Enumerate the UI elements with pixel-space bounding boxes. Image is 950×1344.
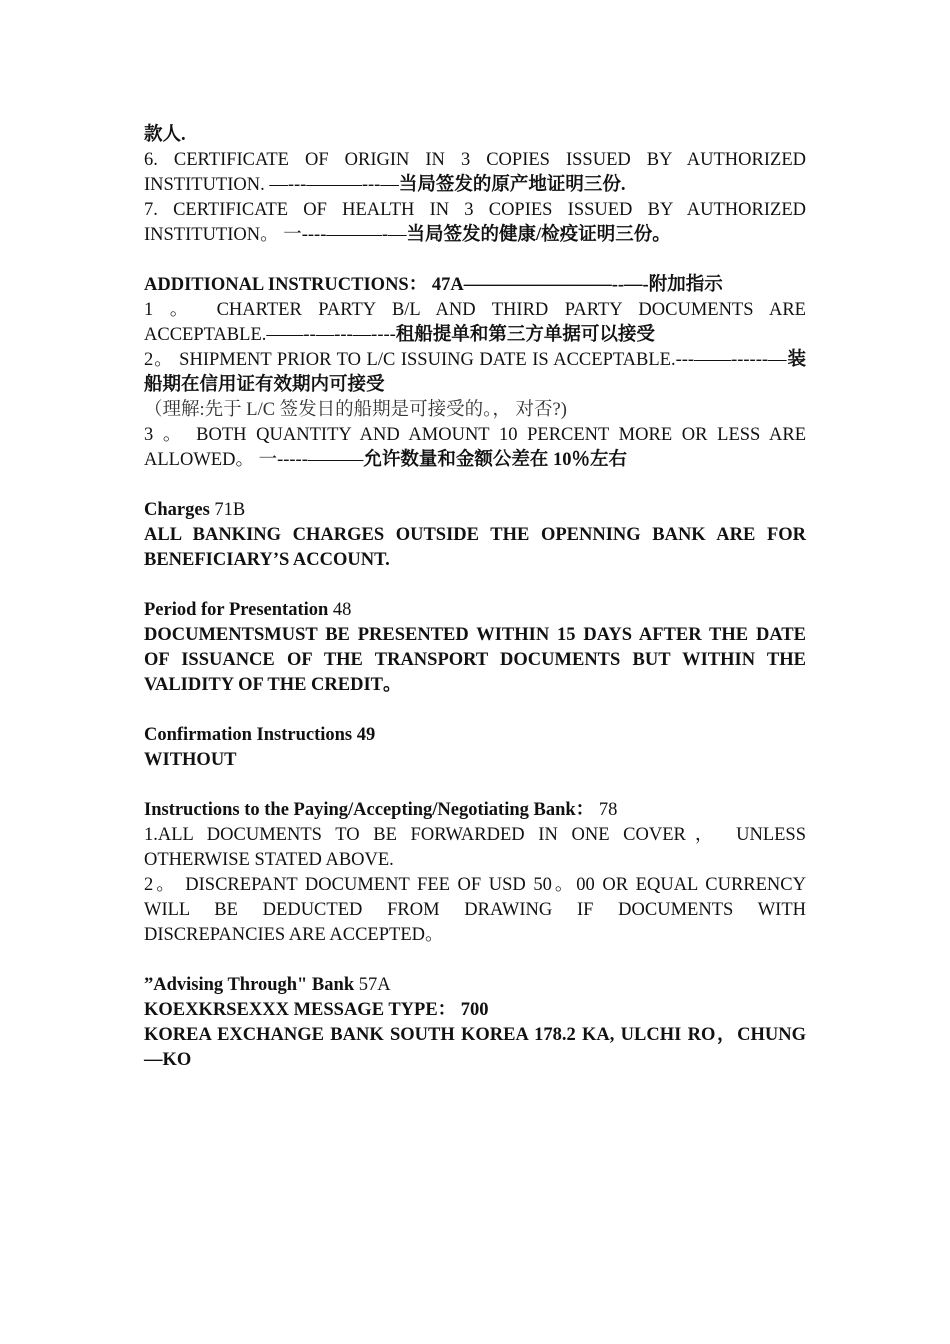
doc-item-6 [144, 148, 806, 198]
additional-item-2 [144, 348, 806, 398]
advising-heading [144, 973, 806, 998]
spacer [144, 573, 806, 598]
confirmation-heading: Confirmation Instructions 49 [144, 725, 376, 745]
presentation-label: Period for Presentation [144, 600, 329, 620]
additional-item-1-zh: 租船提单和第三方单据可以接受 [395, 325, 655, 345]
additional-note: （理解:先于 L/C 签发日的船期是可接受的。， 对否?) [144, 400, 567, 420]
paying-bank-item-1: 1.ALL DOCUMENTS TO BE FORWARDED IN ONE COVER， UNLESS OTHERWISE STATED ABOVE. [144, 825, 806, 870]
doc-item-7-zh: 当局签发的健康/检疫证明三份。 [406, 225, 671, 245]
additional-item-3-en: 3 。 BOTH QUANTITY AND AMOUNT 10 PERCENT MORE OR LESS ARE ALLOWED。 一-----——— [144, 425, 806, 470]
doc-item-6-zh: 当局签发的原产地证明三份. [398, 175, 626, 195]
intro-tail: 款人. [144, 125, 186, 145]
spacer [144, 698, 806, 723]
advising-line-2: KOREA EXCHANGE BANK SOUTH KOREA 178.2 KA, ULCHI RO，CHUNG—KO [144, 1025, 806, 1070]
confirmation-text: WITHOUT [144, 750, 237, 770]
presentation-text: DOCUMENTSMUST BE PRESENTED WITHIN 15 DAYS AFTER THE DATE OF ISSUANCE OF THE TRANSPORT DOCUMENTS BUT WITHIN THE VALIDITY OF THE CREDIT。 [144, 625, 806, 695]
presentation-code: 48 [328, 600, 352, 620]
charges-text: ALL BANKING CHARGES OUTSIDE THE OPENNING BANK ARE FOR BENEFICIARY’S ACCOUNT. [144, 525, 806, 570]
document-page [144, 123, 806, 1073]
paying-bank-heading [144, 798, 806, 823]
additional-item-1-en: 1 。 CHARTER PARTY B/L AND THIRD PARTY DOCUMENTS ARE ACCEPTABLE.——--—---—---- [144, 300, 806, 345]
advising-code: 57A [354, 975, 391, 995]
charges-heading [144, 498, 806, 523]
spacer [144, 948, 806, 973]
additional-heading [144, 273, 806, 298]
additional-heading-en: ADDITIONAL INSTRUCTIONS： 47A————————--—- [144, 275, 649, 295]
presentation-heading [144, 598, 806, 623]
doc-item-7-en: 7. CERTIFICATE OF HEALTH IN 3 COPIES ISSUED BY AUTHORIZED INSTITUTION。 一----———-— [144, 200, 806, 245]
spacer [144, 248, 806, 273]
additional-heading-zh: 附加指示 [648, 275, 723, 295]
paying-bank-code: 78 [594, 800, 618, 820]
paying-bank-item-2: 2。 DISCREPANT DOCUMENT FEE OF USD 50。00 OR EQUAL CURRENCY WILL BE DEDUCTED FROM DRAWING IF DOCUMENTS WITH DISCREPANCIES ARE ACCEPTED。 [144, 875, 806, 945]
doc-item-7 [144, 198, 806, 248]
paying-bank-label: Instructions to the Paying/Accepting/Negotiating Bank： [144, 800, 595, 820]
additional-item-2-zh: 装船期在信用证有效期内可接受 [144, 350, 806, 395]
spacer [144, 773, 806, 798]
advising-label: ”Advising Through" Bank [144, 975, 355, 995]
additional-item-2-en: 2。 SHIPMENT PRIOR TO L/C ISSUING DATE IS ACCEPTABLE.---——------— [144, 350, 787, 370]
advising-line-1: KOEXKRSEXXX MESSAGE TYPE： 700 [144, 1000, 489, 1020]
additional-item-1 [144, 298, 806, 348]
spacer [144, 473, 806, 498]
charges-label: Charges [144, 500, 210, 520]
additional-item-3 [144, 423, 806, 473]
doc-item-6-en: 6. CERTIFICATE OF ORIGIN IN 3 COPIES ISSUED BY AUTHORIZED INSTITUTION. —---———---— [144, 150, 806, 195]
charges-code: 71B [209, 500, 246, 520]
additional-item-3-zh: 允许数量和金额公差在 10％左右 [363, 450, 628, 470]
